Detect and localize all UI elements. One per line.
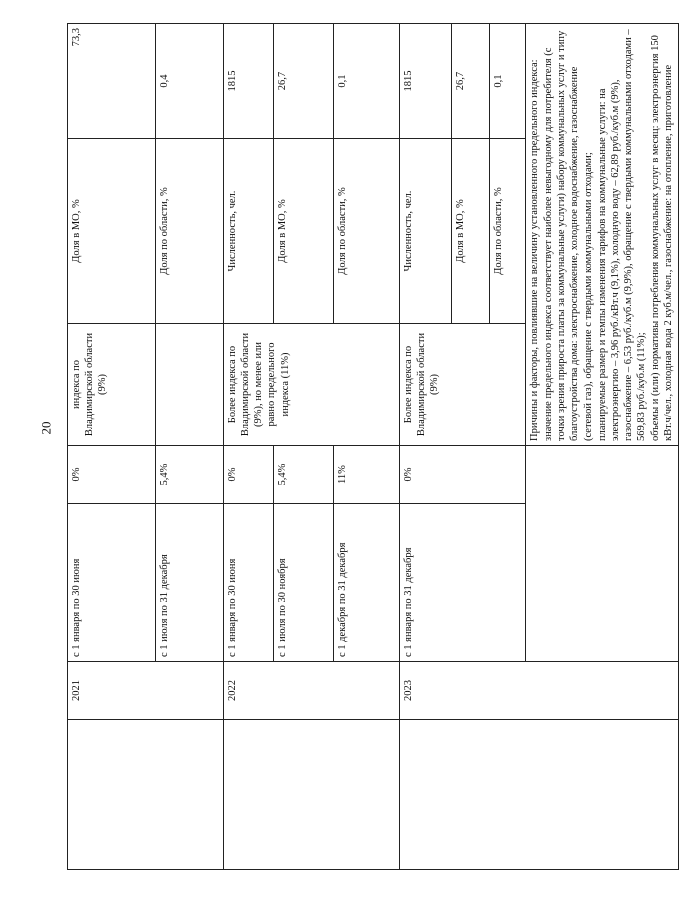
rate-cell: 5,4%: [156, 446, 224, 504]
metric-cell: Численность, чел.: [400, 139, 452, 324]
period-cell: с 1 декабря по 31 декабря: [334, 504, 400, 662]
value-cell: 26,7: [274, 24, 334, 139]
rate-cell: 0%: [68, 446, 156, 504]
rate-cell: 5,4%: [274, 446, 334, 504]
table-row: [224, 24, 274, 870]
year-cell: 2022: [224, 662, 400, 720]
period-cell: с 1 января по 30 июня: [68, 504, 156, 662]
value-cell: 1815: [224, 24, 274, 139]
tariff-index-table: [67, 23, 679, 870]
empty-cell: [224, 720, 400, 870]
metric-cell: Доля в МО, %: [452, 139, 490, 324]
page-number: 20: [38, 421, 53, 435]
value-cell: 0,1: [490, 24, 526, 139]
metric-cell: Доля в МО, %: [274, 139, 334, 324]
metric-cell: Доля по области, %: [490, 139, 526, 324]
rate-cell: 11%: [334, 446, 400, 504]
year-cell: 2023: [400, 662, 679, 720]
value-cell: 26,7: [452, 24, 490, 139]
table-row: [68, 24, 156, 870]
reasons-paragraph: значение предельного индекса соответствует наиболее невыгодному для потребителя (с точки зрения прироста платы за коммунальные услуги) набору коммунальных услуг и типу благоустройства дома: электроснабжение, холодное водоснабжение, газоснабжение (сетевой газ), обращение с твердыми коммунальными отходами;: [543, 30, 594, 441]
rate-cell: 0%: [224, 446, 274, 504]
period-cell: с 1 июля по 31 декабря: [156, 504, 224, 662]
value-cell: 0,1: [334, 24, 400, 139]
category-cell: индекса по Владимирской области (9%): [68, 324, 156, 446]
year-cell: 2021: [68, 662, 224, 720]
empty-cell: [156, 324, 224, 446]
metric-cell: Доля по области, %: [334, 139, 400, 324]
reasons-paragraph: объемы и (или) нормативы потребления коммунальных услуг в месяц: электроэнергия 150 кВт.ч/чел., холодная вода 2 куб.м/чел., газоснабжение: на отопление, приготовление: [650, 35, 675, 441]
period-cell: с 1 июля по 30 ноября: [274, 504, 334, 662]
reasons-paragraph: планируемые размер и темпы изменения тарифов на коммунальные услуги: на электроэнергию – 3,96 руб./кВт.ч (9,1%), холодную воду – 62,89 руб./куб.м (9%), газоснабжение – 6,53 руб./куб.м (9,9%), обращение с твердыми коммунальными отходами – 569,83 руб./куб.м (11%);: [596, 29, 647, 441]
metric-cell: Доля по области, %: [156, 139, 224, 324]
reasons-cell: [526, 24, 679, 446]
rate-cell: 0%: [400, 446, 526, 504]
empty-cell: [526, 446, 679, 662]
rotated-page: [67, 24, 675, 870]
metric-cell: Доля в МО, %: [68, 139, 156, 324]
value-cell: 73,3: [68, 24, 156, 139]
period-cell: с 1 января по 30 июня: [224, 504, 274, 662]
value-cell: 0,4: [156, 24, 224, 139]
value-cell: 1815: [400, 24, 452, 139]
rotated-content: [67, 24, 675, 870]
metric-cell: Численность, чел.: [224, 139, 274, 324]
period-cell: с 1 января по 31 декабря: [400, 504, 526, 662]
table-row: [400, 24, 452, 870]
empty-cell: [68, 720, 224, 870]
category-cell: Более индекса по Владимирской области (9%), но менее или равно предельного индекса (11%): [224, 324, 400, 446]
empty-cell: [400, 720, 679, 870]
reasons-heading: Причины и факторы, повлиявшие на величину установленного предельного индекса:: [529, 59, 540, 441]
category-cell: Более индекса по Владимирской области (9%): [400, 324, 526, 446]
